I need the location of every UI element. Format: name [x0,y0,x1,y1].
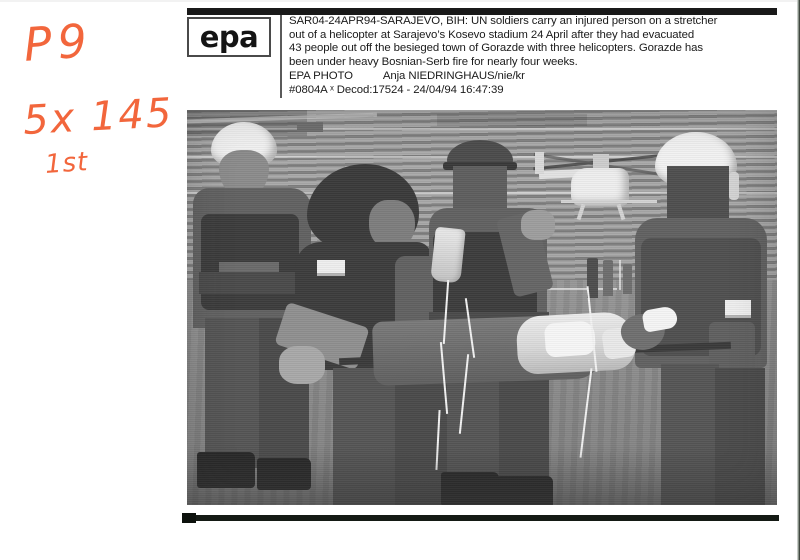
ground-shadow [187,445,777,505]
pitch-marking [619,260,621,290]
stands-shadow [437,114,587,126]
handwritten-annotation-p9: P9 [22,13,95,72]
bottom-rule-tip [182,513,196,523]
flag-patch [317,260,345,276]
handwritten-annotation-dimensions: 5x 145 [22,90,175,144]
helmet-strap [729,172,739,200]
helicopter-rotor-hub [593,154,609,168]
photograph-frame [187,110,777,505]
photo-credit-label: EPA PHOTO [289,70,353,83]
iv-bag [430,227,465,284]
soldier-hand [279,346,325,384]
helicopter-landing-gear [577,204,586,220]
chest-dressing [544,320,596,357]
helicopter-landing-gear [617,204,626,220]
caption-line-2: out of a helicopter at Sarajevo’s Kosevo stadium 24 April after they had evacuated [289,28,695,41]
soldier-hand-holding-iv [521,210,555,240]
photographer-name: Anja NIEDRINGHAUS/nie/kr [382,70,525,83]
head-bandage [641,305,678,333]
photograph [187,110,777,505]
caption-line-4: been under heavy Bosnian-Serb fire for nearly four weeks. [289,55,578,68]
photo-reference: #0804A ˣ Decod:17524 - 24/04/94 16:47:39 [289,83,504,96]
distant-figure [603,260,613,296]
caption-line-3: 43 people out off the besieged town of Gorazde with three helicopters. Gorazde has [289,42,703,55]
epa-logo [187,17,271,57]
bottom-rule [182,515,779,521]
distant-figure [623,264,632,294]
caption-line-1: SAR04-24APR94-SARAJEVO, BIH: UN soldiers carry an injured person on a stretcher [289,15,718,27]
flag-patch [725,300,751,318]
stretcher [367,306,697,402]
handwritten-annotation-first: 1st [44,146,90,180]
photo-credit [289,70,779,84]
caption-block [280,15,779,98]
caption-header [187,17,779,98]
epa-logo-text: epa [199,19,259,54]
scan-edge-top [0,0,800,2]
top-rule [187,8,777,15]
